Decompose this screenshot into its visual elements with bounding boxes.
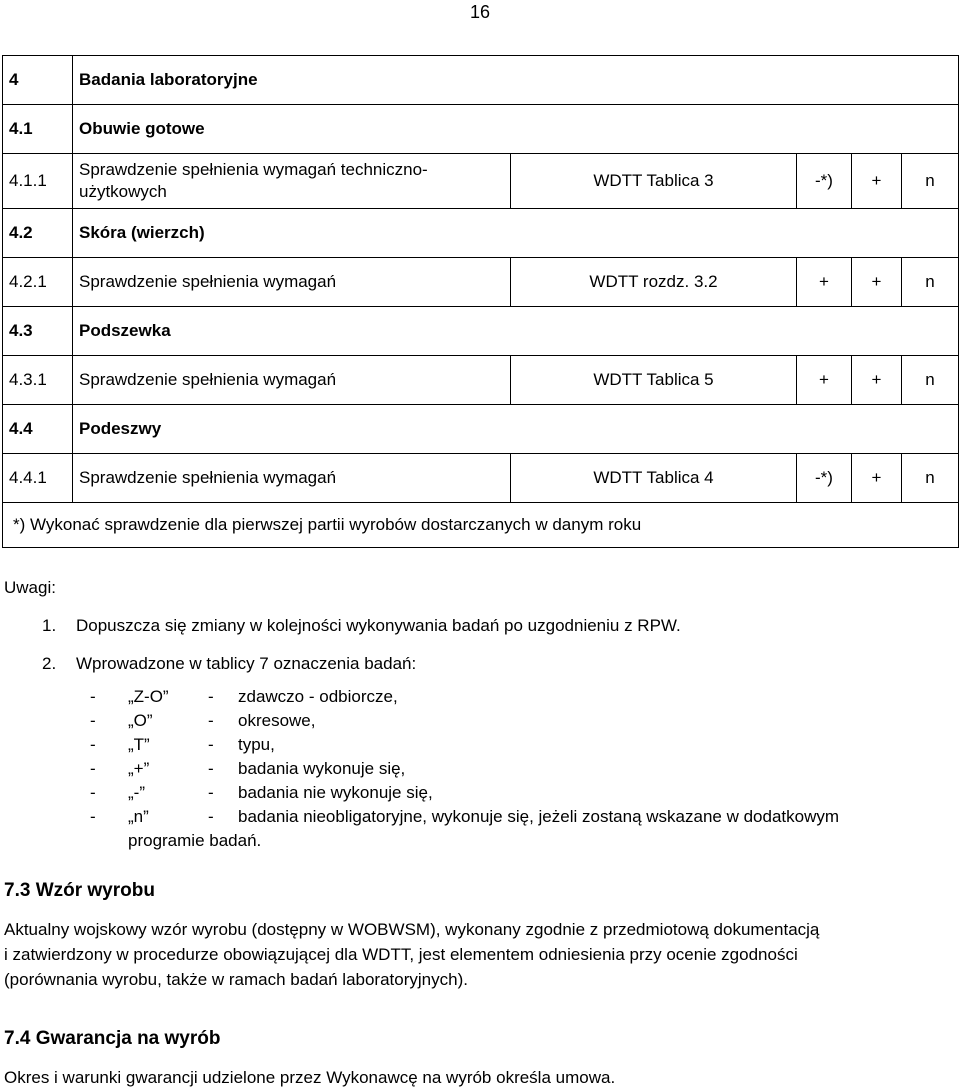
row-description: Sprawdzenie spełnienia wymagań techniczno-użytkowych: [73, 154, 511, 209]
table-footnote-row: [3, 503, 959, 548]
row-col-1: -*): [797, 454, 852, 503]
legend-dash2: -: [208, 711, 214, 730]
row-col-3: n: [902, 454, 959, 503]
row-col-3: n: [902, 356, 959, 405]
note-2-number: 2.: [42, 654, 57, 673]
row-col-1: +: [797, 258, 852, 307]
section-7-4-line-1: Okres i warunki gwarancji udzielone przez Wykonawcę na wyrób określa umowa.: [4, 1068, 616, 1087]
legend-code: „Z-O”: [128, 687, 169, 706]
row-col-2: +: [852, 154, 902, 209]
legend-item: [90, 733, 950, 757]
legend-code: „-”: [128, 783, 145, 802]
note-1: [42, 616, 681, 636]
section-7-3-line-1: Aktualny wojskowy wzór wyrobu (dostępny w WOBWSM), wykonany zgodnie z przedmiotową dokumentacją: [4, 920, 820, 939]
legend-item: [90, 781, 950, 805]
section-7-3-line-3: (porównania wyrobu, także w ramach badań laboratoryjnych).: [4, 970, 468, 989]
row-number: 4.3: [3, 307, 73, 356]
table-row: [3, 356, 959, 405]
legend-dash: -: [90, 783, 96, 802]
legend-desc: badania nie wykonuje się,: [238, 783, 433, 802]
legend-dash2: -: [208, 807, 214, 826]
row-col-1: -*): [797, 154, 852, 209]
row-number: 4: [3, 56, 73, 105]
table-footnote: *) Wykonać sprawdzenie dla pierwszej partii wyrobów dostarczanych w danym roku: [3, 503, 959, 548]
row-description: Badania laboratoryjne: [73, 56, 959, 105]
legend-dash2: -: [208, 759, 214, 778]
legend-dash2: -: [208, 735, 214, 754]
row-description: Sprawdzenie spełnienia wymagań: [73, 454, 511, 503]
row-number: 4.1: [3, 105, 73, 154]
section-7-3-line-2: i zatwierdzony w procedurze obowiązującej dla WDTT, jest elementem odniesienia przy ocenie zgodności: [4, 945, 798, 964]
table-row: [3, 56, 959, 105]
legend-code: „n”: [128, 807, 149, 826]
row-description: Podszewka: [73, 307, 959, 356]
legend-desc: zdawczo - odbiorcze,: [238, 687, 398, 706]
table-row: [3, 209, 959, 258]
legend-desc: okresowe,: [238, 711, 316, 730]
table-row: [3, 405, 959, 454]
row-col-1: +: [797, 356, 852, 405]
row-number: 4.4.1: [3, 454, 73, 503]
table-row: [3, 154, 959, 209]
legend-dash2: -: [208, 687, 214, 706]
legend-desc: badania wykonuje się,: [238, 759, 406, 778]
page-number: 16: [469, 2, 491, 22]
section-7-4-body: [4, 1065, 954, 1090]
legend-item: [90, 805, 950, 829]
row-number: 4.4: [3, 405, 73, 454]
row-description: Sprawdzenie spełnienia wymagań: [73, 356, 511, 405]
legend-desc: badania nieobligatoryjne, wykonuje się, jeżeli zostaną wskazane w dodatkowym: [238, 807, 840, 826]
row-col-3: n: [902, 258, 959, 307]
note-2: [42, 654, 416, 674]
note-1-number: 1.: [42, 616, 57, 635]
legend-dash: -: [90, 735, 96, 754]
legend-code: „+”: [128, 759, 150, 778]
section-7-4-title: 7.4 Gwarancja na wyrób: [4, 1028, 221, 1049]
section-7-3-body: [4, 917, 954, 992]
table-row: [3, 454, 959, 503]
legend-desc: typu,: [238, 735, 275, 754]
row-number: 4.1.1: [3, 154, 73, 209]
row-reference: WDTT Tablica 3: [511, 154, 797, 209]
legend-dash: -: [90, 807, 96, 826]
note-2-text: Wprowadzone w tablicy 7 oznaczenia badań:: [76, 654, 417, 673]
row-col-2: +: [852, 356, 902, 405]
row-description: Podeszwy: [73, 405, 959, 454]
requirements-table: [2, 55, 959, 548]
row-description: Sprawdzenie spełnienia wymagań: [73, 258, 511, 307]
row-description: Skóra (wierzch): [73, 209, 959, 258]
row-col-2: +: [852, 258, 902, 307]
section-7-3-title: 7.3 Wzór wyrobu: [4, 880, 155, 901]
legend-dash: -: [90, 759, 96, 778]
row-reference: WDTT Tablica 4: [511, 454, 797, 503]
table-row: [3, 258, 959, 307]
row-col-3: n: [902, 154, 959, 209]
legend-item: [90, 685, 950, 709]
row-number: 4.3.1: [3, 356, 73, 405]
notes-label: Uwagi:: [4, 578, 56, 597]
legend-item: [90, 709, 950, 733]
legend-dash: -: [90, 687, 96, 706]
table-row: [3, 307, 959, 356]
legend-dash: -: [90, 711, 96, 730]
legend-dash2: -: [208, 783, 214, 802]
row-col-2: +: [852, 454, 902, 503]
legend-item: [90, 757, 950, 781]
table-row: [3, 105, 959, 154]
row-reference: WDTT Tablica 5: [511, 356, 797, 405]
legend-code: „T”: [128, 735, 150, 754]
row-description: Obuwie gotowe: [73, 105, 959, 154]
legend-continuation: programie badań.: [128, 831, 262, 850]
legend-code: „O”: [128, 711, 153, 730]
row-number: 4.2.1: [3, 258, 73, 307]
row-number: 4.2: [3, 209, 73, 258]
note-1-text: Dopuszcza się zmiany w kolejności wykonywania badań po uzgodnieniu z RPW.: [76, 616, 681, 635]
row-reference: WDTT rozdz. 3.2: [511, 258, 797, 307]
legend-list: [90, 685, 950, 853]
